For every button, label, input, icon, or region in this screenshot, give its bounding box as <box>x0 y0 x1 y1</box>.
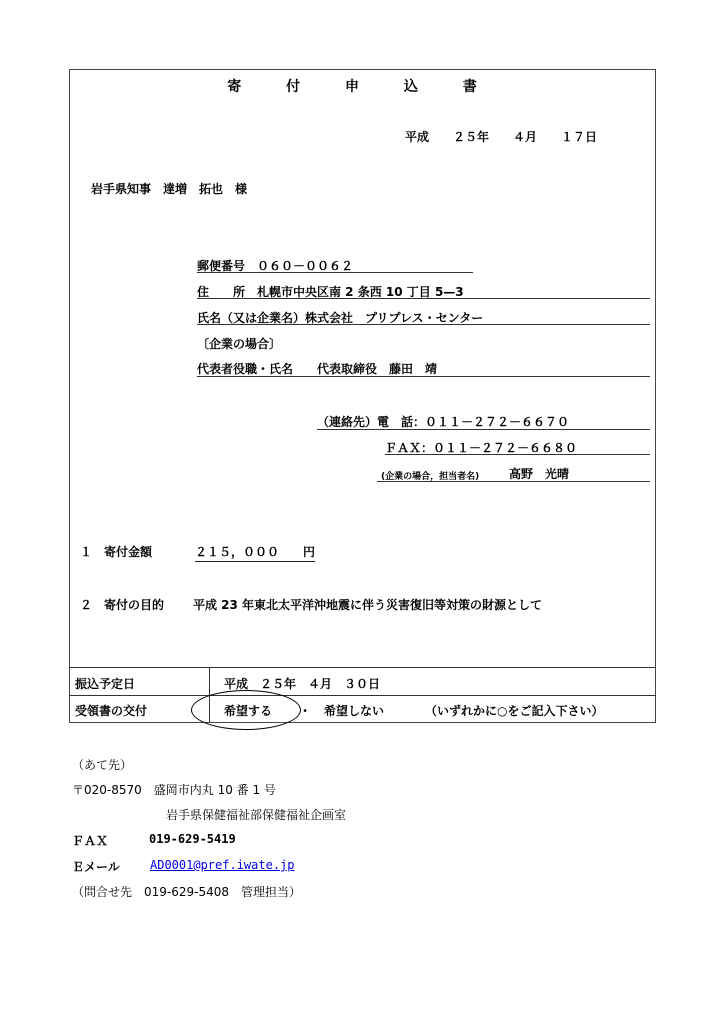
receipt-option-no: 希望しない <box>324 704 385 718</box>
receipt-label: 受領書の交付 <box>75 704 148 718</box>
postal-code: 郵便番号 ０６０－００６２ <box>197 259 354 273</box>
destination-fax-label: ＦＡＸ <box>72 834 109 848</box>
donation-amount: ２１５，０００ 円 <box>195 543 315 562</box>
form-title: 寄 付 申 込 書 <box>227 79 497 95</box>
corporate-note: 〔企業の場合〕 <box>197 337 282 351</box>
receipt-instruction: （いずれかに○をご記入下さい） <box>425 704 604 718</box>
addressee: 岩手県知事 達増 拓也 様 <box>91 182 248 196</box>
fax-underline <box>385 454 650 455</box>
application-date: 平成 ２５年 ４月 １７日 <box>405 130 598 144</box>
representative-underline <box>197 376 650 377</box>
contact-phone: （連絡先）電 話：０１１－２７２－６６７０ <box>317 415 570 429</box>
postal-underline <box>197 272 473 273</box>
donation-purpose-label: ２ 寄付の目的 <box>80 598 165 612</box>
phone-underline <box>317 429 650 430</box>
destination-office: 岩手県保健福祉部保健福祉企画室 <box>166 808 347 822</box>
receipt-option-yes: 希望する <box>224 704 273 718</box>
applicant-address: 住 所 札幌市中央区南 2 条西 10 丁目 5—3 <box>197 285 464 299</box>
donation-purpose: 平成 23 年東北太平洋沖地震に伴う災害復旧等対策の財源として <box>193 598 543 612</box>
destination-postal-address: 〒020-8570 盛岡市内丸 10 番 1 号 <box>72 783 276 797</box>
destination-inquiry: （問合せ先 019-629-5408 管理担当） <box>72 885 302 899</box>
representative: 代表者役職・氏名 代表取締役 藤田 靖 <box>197 362 438 376</box>
transfer-date: 平成 ２５年 ４月 ３０日 <box>224 677 381 691</box>
contact-person-label: (企業の場合，担当者名) <box>381 472 480 482</box>
table-top-border <box>69 667 656 668</box>
applicant-name: 氏名（又は企業名）株式会社 プリプレス・センター <box>197 311 484 325</box>
form-frame <box>69 69 656 723</box>
destination-heading: （あて先） <box>72 758 133 772</box>
destination-fax-value: 019-629-5419 <box>149 832 236 846</box>
donation-amount-label: １ 寄付金額 <box>80 545 153 559</box>
contact-fax: ＦＡＸ：０１１－２７２－６６８０ <box>385 441 578 455</box>
contact-person-name: 高野 光晴 <box>509 467 570 481</box>
table-middle-border <box>69 695 656 696</box>
destination-email-link[interactable]: AD0001@pref.iwate.jp <box>150 858 295 872</box>
name-underline <box>197 324 650 325</box>
receipt-separator: ・ <box>299 704 312 718</box>
destination-email-label: Ｅメール <box>72 860 120 874</box>
address-underline <box>197 298 650 299</box>
contact-underline <box>377 481 650 482</box>
transfer-date-label: 振込予定日 <box>75 677 136 691</box>
